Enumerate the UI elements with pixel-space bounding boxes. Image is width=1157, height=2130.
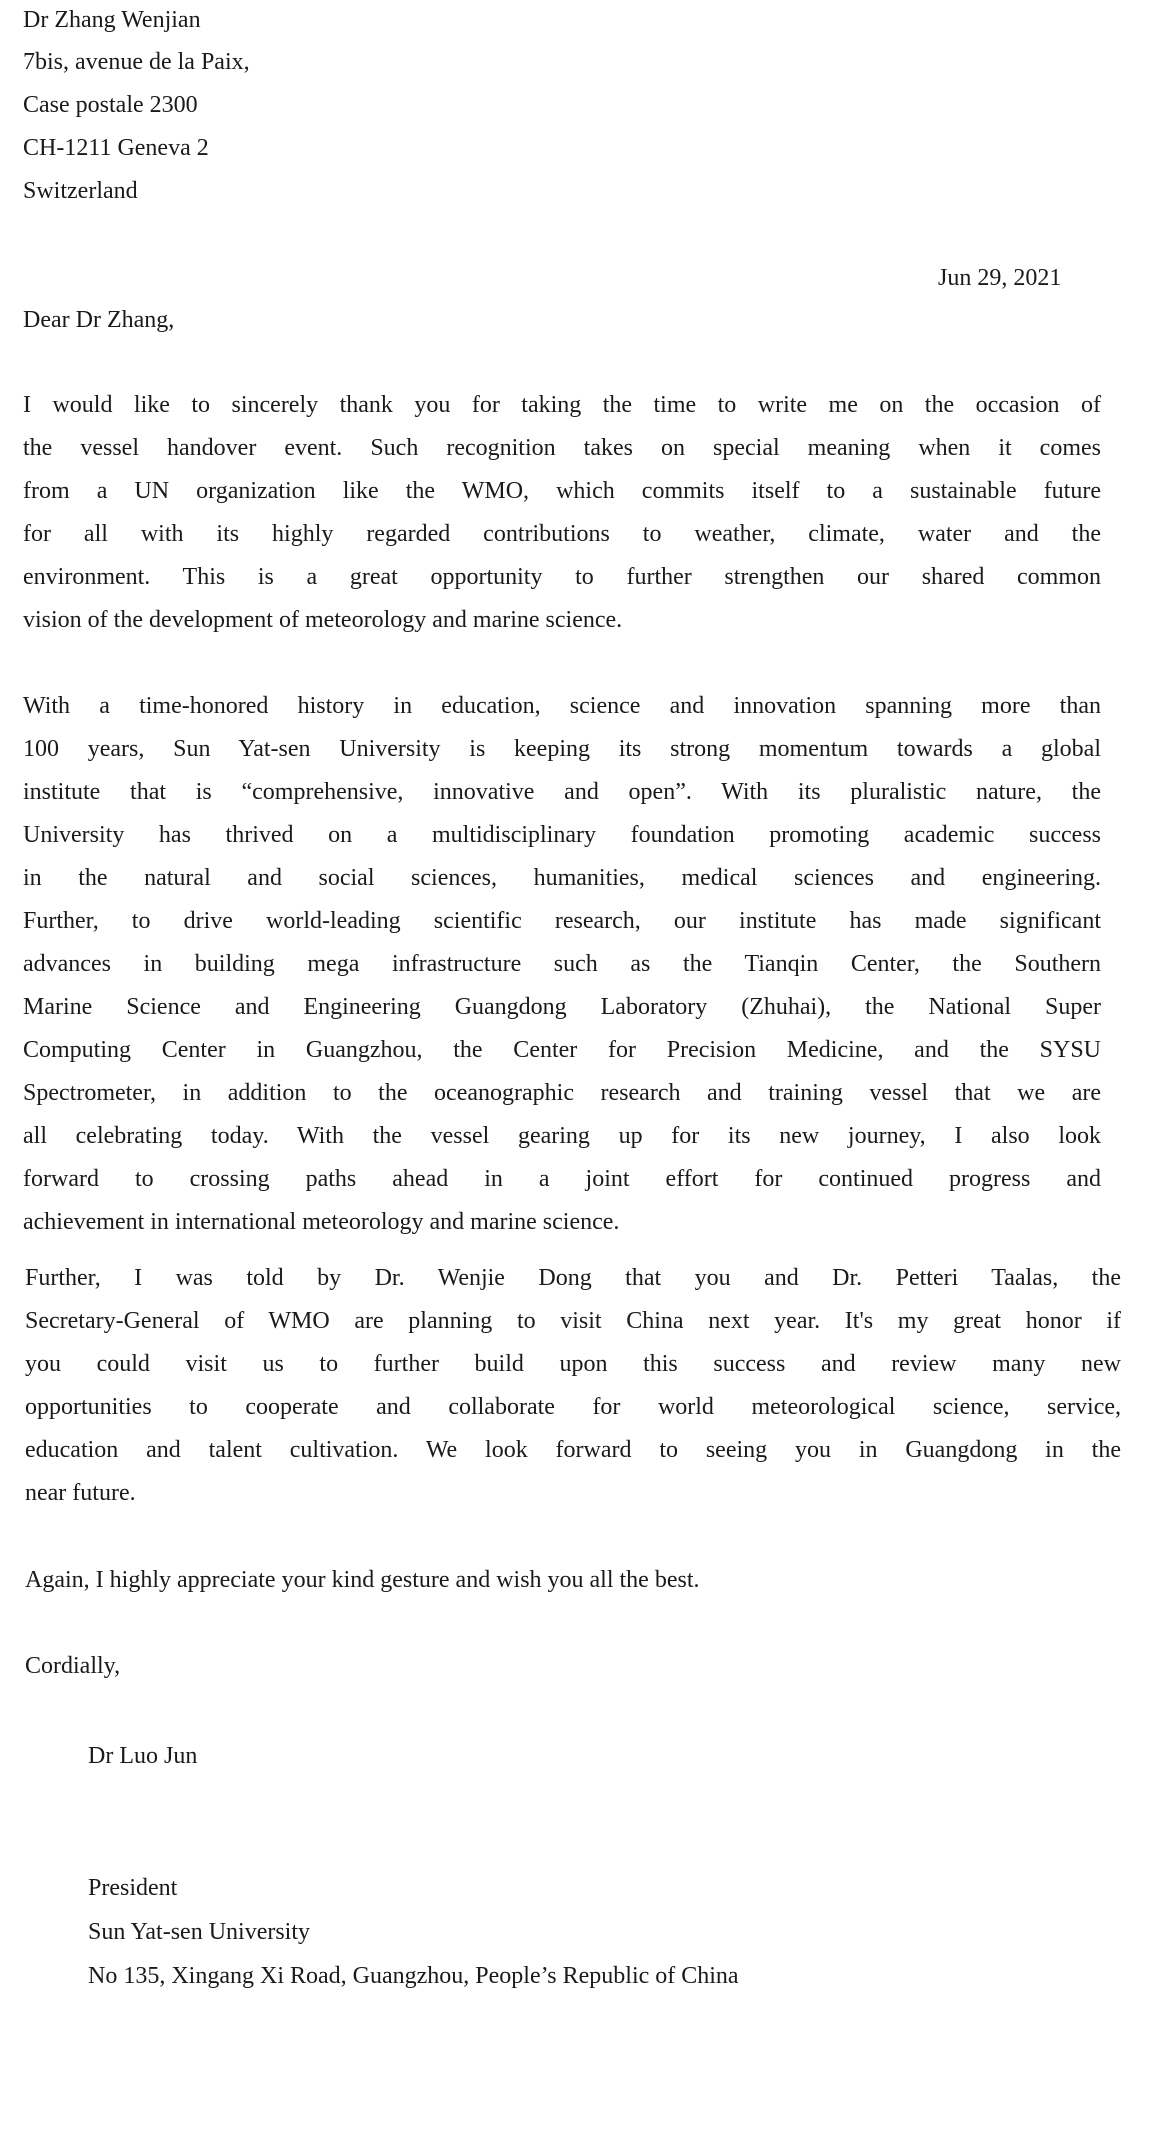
paragraph-line: you could visit us to further build upon this success and review many new [25,1351,1121,1377]
signatory-institution: Sun Yat-sen University [88,1919,311,1945]
paragraph-line: Computing Center in Guangzhou, the Center for Precision Medicine, and the SYSU [23,1037,1101,1063]
paragraph-line: forward to crossing paths ahead in a joint effort for continued progress and [23,1166,1101,1192]
paragraph-line: Further, to drive world-leading scientific research, our institute has made significant [23,908,1101,934]
recipient-address-line: CH-1211 Geneva 2 [23,135,209,161]
paragraph-line: in the natural and social sciences, humanities, medical sciences and engineering. [23,865,1101,891]
recipient-address-line: Switzerland [23,178,138,204]
signatory-name: Dr Luo Jun [88,1743,198,1769]
recipient-address-line: 7bis, avenue de la Paix, [23,49,250,75]
recipient-name: Dr Zhang Wenjian [23,7,201,33]
paragraph-line: Further, I was told by Dr. Wenjie Dong that you and Dr. Petteri Taalas, the [25,1265,1121,1291]
paragraph-line: advances in building mega infrastructure such as the Tianqin Center, the Southern [23,951,1101,977]
paragraph-line: achievement in international meteorology and marine science. [23,1209,620,1235]
paragraph-line: opportunities to cooperate and collaborate for world meteorological science, service, [25,1394,1121,1420]
recipient-address-line: Case postale 2300 [23,92,198,118]
paragraph-line: Secretary-General of WMO are planning to visit China next year. It's my great honor if [25,1308,1121,1334]
letter-date: Jun 29, 2021 [938,265,1062,291]
signatory-title: President [88,1875,178,1901]
paragraph-line: all celebrating today. With the vessel gearing up for its new journey, I also look [23,1123,1101,1149]
paragraph-line: I would like to sincerely thank you for taking the time to write me on the occasion of [23,392,1101,418]
paragraph-line: for all with its highly regarded contributions to weather, climate, water and the [23,521,1101,547]
salutation: Dear Dr Zhang, [23,307,175,333]
paragraph-line: 100 years, Sun Yat-sen University is keeping its strong momentum towards a global [23,736,1101,762]
paragraph-line: With a time-honored history in education, science and innovation spanning more than [23,693,1101,719]
closing: Cordially, [25,1653,121,1679]
signatory-address: No 135, Xingang Xi Road, Guangzhou, People’s Republic of China [88,1963,739,1989]
paragraph-line: institute that is “comprehensive, innovative and open”. With its pluralistic nature, the [23,779,1101,805]
paragraph-line: near future. [25,1480,136,1506]
paragraph-line: environment. This is a great opportunity to further strengthen our shared common [23,564,1101,590]
paragraph-line: Marine Science and Engineering Guangdong Laboratory (Zhuhai), the National Super [23,994,1101,1020]
paragraph-line: University has thrived on a multidisciplinary foundation promoting academic success [23,822,1101,848]
paragraph-line: from a UN organization like the WMO, which commits itself to a sustainable future [23,478,1101,504]
paragraph-line: Spectrometer, in addition to the oceanographic research and training vessel that we are [23,1080,1101,1106]
paragraph-line: the vessel handover event. Such recognition takes on special meaning when it comes [23,435,1101,461]
paragraph-4: Again, I highly appreciate your kind gesture and wish you all the best. [25,1567,700,1593]
paragraph-line: education and talent cultivation. We look forward to seeing you in Guangdong in the [25,1437,1121,1463]
paragraph-line: vision of the development of meteorology and marine science. [23,607,623,633]
